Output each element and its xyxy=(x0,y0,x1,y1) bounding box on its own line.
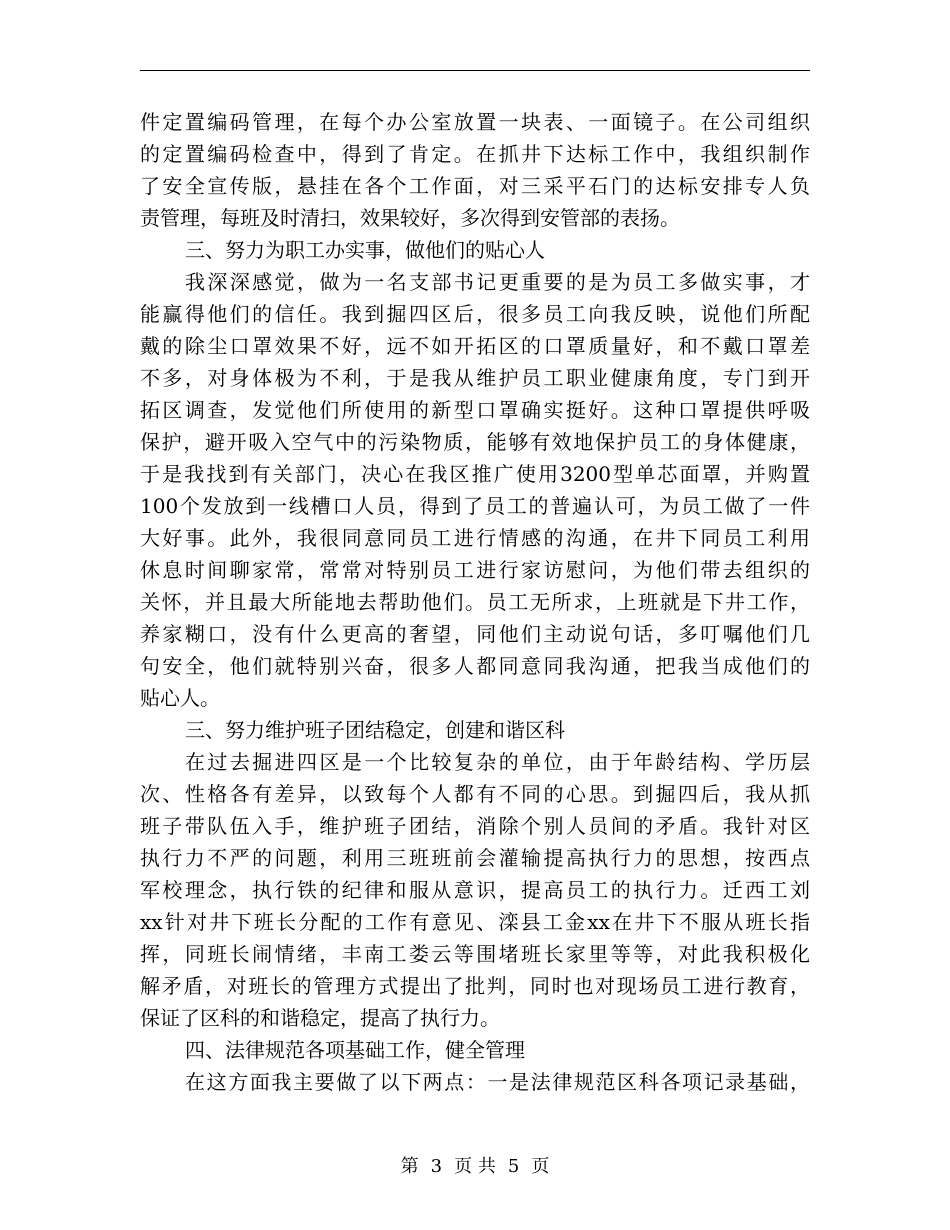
section-heading: 三、努力维护班子团结稳定，创建和谐区科 xyxy=(185,718,565,742)
document-body xyxy=(140,106,810,1098)
page-footer xyxy=(0,1152,950,1178)
text-line: 班子带队伍入手，维护班子团结，消除个别人员间的矛盾。我针对区 xyxy=(140,814,810,838)
text-line: 休息时间聊家常，常常对特别员工进行家访慰问，为他们带去组织的 xyxy=(140,558,810,582)
text-line: 100个发放到一线槽口人员，得到了员工的普遍认可，为员工做了一件 xyxy=(140,494,810,518)
text-line: 保证了区科的和谐稳定，提高了执行力。 xyxy=(140,1006,500,1030)
text-line: 大好事。此外，我很同意同员工进行情感的沟通，在井下同员工利用 xyxy=(140,526,810,550)
text-line: 在过去掘进四区是一个比较复杂的单位，由于年龄结构、学历层 xyxy=(185,750,810,774)
footer-total-pages: 5 xyxy=(507,1156,520,1177)
text-line: 拓区调查，发觉他们所使用的新型口罩确实挺好。这种口罩提供呼吸 xyxy=(140,398,810,422)
text-line: 句安全，他们就特别兴奋，很多人都同意同我沟通，把我当成他们的 xyxy=(140,654,810,678)
text-line: 我深深感觉，做为一名支部书记更重要的是为员工多做实事，才 xyxy=(185,270,810,294)
text-line: xx针对井下班长分配的工作有意见、滦县工金xx在井下不服从班长指 xyxy=(140,910,810,934)
text-line: 军校理念，执行铁的纪律和服从意识，提高员工的执行力。迁西工刘 xyxy=(140,878,810,902)
text-line: 执行力不严的问题，利用三班班前会灌输提高执行力的思想，按西点 xyxy=(140,846,810,870)
text-line: 在这方面我主要做了以下两点：一是法律规范区科各项记录基础， xyxy=(185,1070,810,1094)
section-heading: 四、法律规范各项基础工作，健全管理 xyxy=(185,1038,525,1062)
footer-middle: 页 共 xyxy=(454,1156,496,1177)
footer-suffix: 页 xyxy=(531,1156,550,1177)
text-line: 次、性格各有差异，以致每个人都有不同的心思。到掘四后，我从抓 xyxy=(140,782,810,806)
text-line: 责管理，每班及时清扫，效果较好，多次得到安管部的表扬。 xyxy=(140,206,680,230)
text-line: 戴的除尘口罩效果不好，远不如开拓区的口罩质量好，和不戴口罩差 xyxy=(140,334,810,358)
text-line: 了安全宣传版，悬挂在各个工作面，对三采平石门的达标安排专人负 xyxy=(140,174,810,198)
section-heading: 三、努力为职工办实事，做他们的贴心人 xyxy=(185,238,545,262)
footer-page-number: 3 xyxy=(430,1156,443,1177)
text-line: 养家糊口，没有什么更高的奢望，同他们主动说句话，多叮嘱他们几 xyxy=(140,622,810,646)
footer-prefix: 第 xyxy=(400,1156,419,1177)
text-line: 挥，同班长闹情绪，丰南工娄云等围堵班长家里等等，对此我积极化 xyxy=(140,942,810,966)
text-line: 贴心人。 xyxy=(140,686,220,710)
header-rule xyxy=(140,70,810,71)
text-line: 能赢得他们的信任。我到掘四区后，很多员工向我反映，说他们所配 xyxy=(140,302,810,326)
text-line: 的定置编码检查中，得到了肯定。在抓井下达标工作中，我组织制作 xyxy=(140,142,810,166)
text-line: 于是我找到有关部门，决心在我区推广使用3200型单芯面罩，并购置 xyxy=(140,462,810,486)
text-line: 解矛盾，对班长的管理方式提出了批判，同时也对现场员工进行教育， xyxy=(140,974,810,998)
text-line: 件定置编码管理，在每个办公室放置一块表、一面镜子。在公司组织 xyxy=(140,110,810,134)
text-line: 保护，避开吸入空气中的污染物质，能够有效地保护员工的身体健康， xyxy=(140,430,810,454)
text-line: 不多，对身体极为不利，于是我从维护员工职业健康角度，专门到开 xyxy=(140,366,810,390)
text-line: 关怀，并且最大所能地去帮助他们。员工无所求，上班就是下井工作， xyxy=(140,590,810,614)
